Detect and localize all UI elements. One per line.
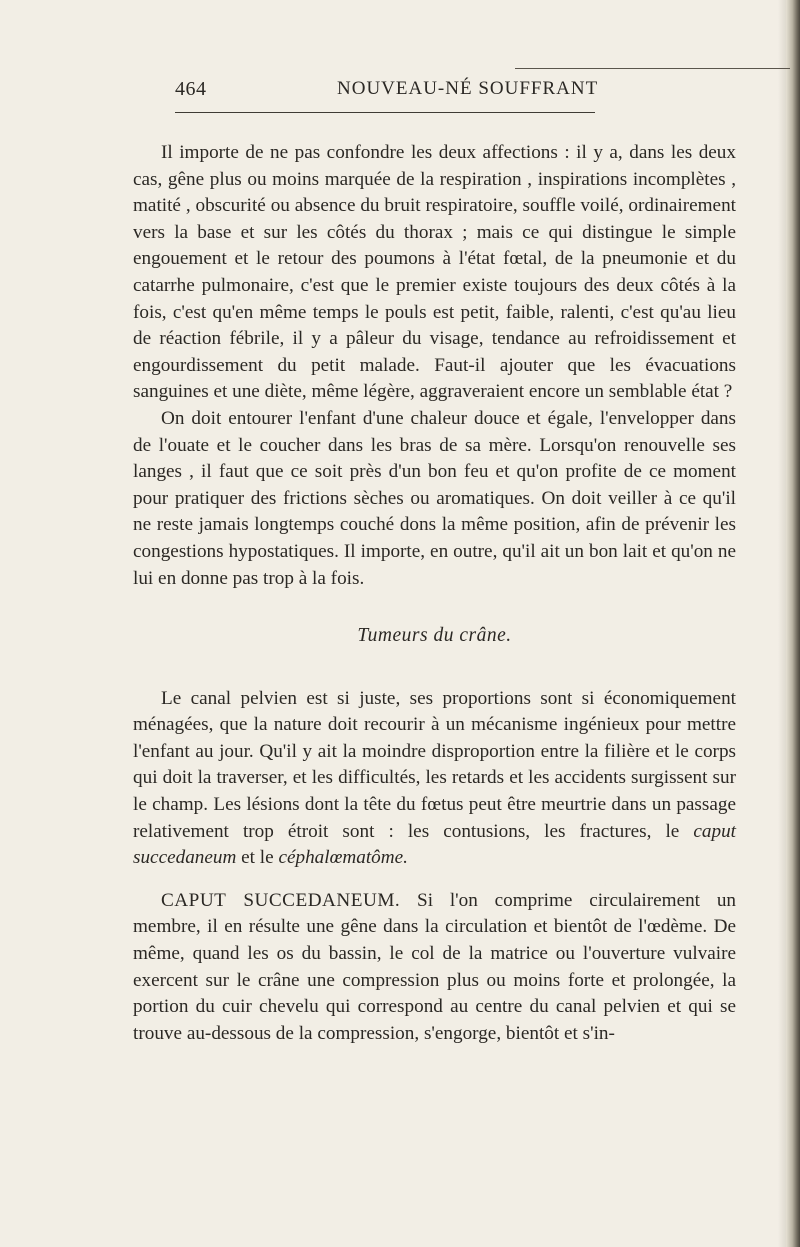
paragraph-text: Le canal pelvien est si juste, ses proportions sont si économiquement ménagées, que la nature doit recourir à un mécanisme ingénieux pour mettre l'enfant au jour. Qu'il y ait la moindre disproportion entre la filière et le corps qui doit la traverser, et les difficultés, les retards et les accidents surgissent sur le champ. Les lésions dont la tête du fœtus peut être meurtrie dans un passage relativement trop étroit sont : les contusions, les fractures, le — [133, 687, 736, 842]
latin-term: caput succedaneum — [133, 820, 737, 869]
paragraph-lead: CAPUT SUCCEDANEUM. — [161, 889, 401, 911]
paragraph — [133, 888, 736, 1048]
paragraph-text: et le — [241, 847, 274, 869]
page-gutter-shadow — [778, 0, 786, 1247]
section-heading: Tumeurs du crâne. — [357, 625, 512, 647]
header-rule — [175, 112, 595, 113]
header-top-rule — [515, 68, 790, 69]
page-header — [175, 66, 790, 116]
paragraph — [133, 686, 736, 872]
paragraph-text: Si l'on comprime circulairement un membre, il en résulte une gêne dans la circulation et bientôt de l'œdème. De même, quand les os du bassin, le col de la matrice ou l'ouverture vulvaire exercent sur le crâne une compression plus ou moins forte et prolongée, la portion du cuir chevelu qui correspond au centre du canal pelvien et qui se trouve au-dessous de la compression, s'engorge, bientôt et s'in- — [133, 889, 737, 1044]
running-title: NOUVEAU-NÉ SOUFFRANT — [337, 78, 599, 99]
body-text — [133, 140, 736, 1047]
paragraph: Il importe de ne pas confondre les deux affections : il y a, dans les deux cas, gêne plus ou moins marquée de la respiration , inspirations incomplètes , matité , obscurité ou absence du bruit respiratoire, souffle voilé, ordinairement vers la base et sur les côtés du thorax ; mais ce qui distingue le simple engouement et le retour des poumons à l'état fœtal, de la pneumonie et du catarrhe pulmonaire, c'est que le premier existe toujours des deux côtés à la fois, c'est qu'en même temps le pouls est petit, faible, ralenti, c'est qu'au lieu de réaction fébrile, il y a pâleur du visage, tendance au refroidissement et engourdissement du petit malade. Faut-il ajouter que les évacuations sanguines et une diète, même légère, aggraveraient encore un semblable état ? — [133, 142, 736, 403]
page-number: 464 — [175, 78, 207, 100]
term: céphalœmatôme. — [278, 847, 408, 869]
page-edge — [786, 0, 800, 1247]
paragraph: On doit entourer l'enfant d'une chaleur douce et égale, l'envelopper dans de l'ouate et le coucher dans les bras de sa mère. Lorsqu'on renouvelle ses langes , il faut que ce soit près d'un bon feu et qu'on profite de ce moment pour pratiquer des frictions sèches ou aromatiques. On doit veiller à ce qu'il ne reste jamais longtemps couché dons la même position, afin de prévenir les congestions hypostatiques. Il importe, en outre, qu'il ait un bon lait et qu'on ne lui en donne pas trop à la fois. — [133, 407, 736, 589]
